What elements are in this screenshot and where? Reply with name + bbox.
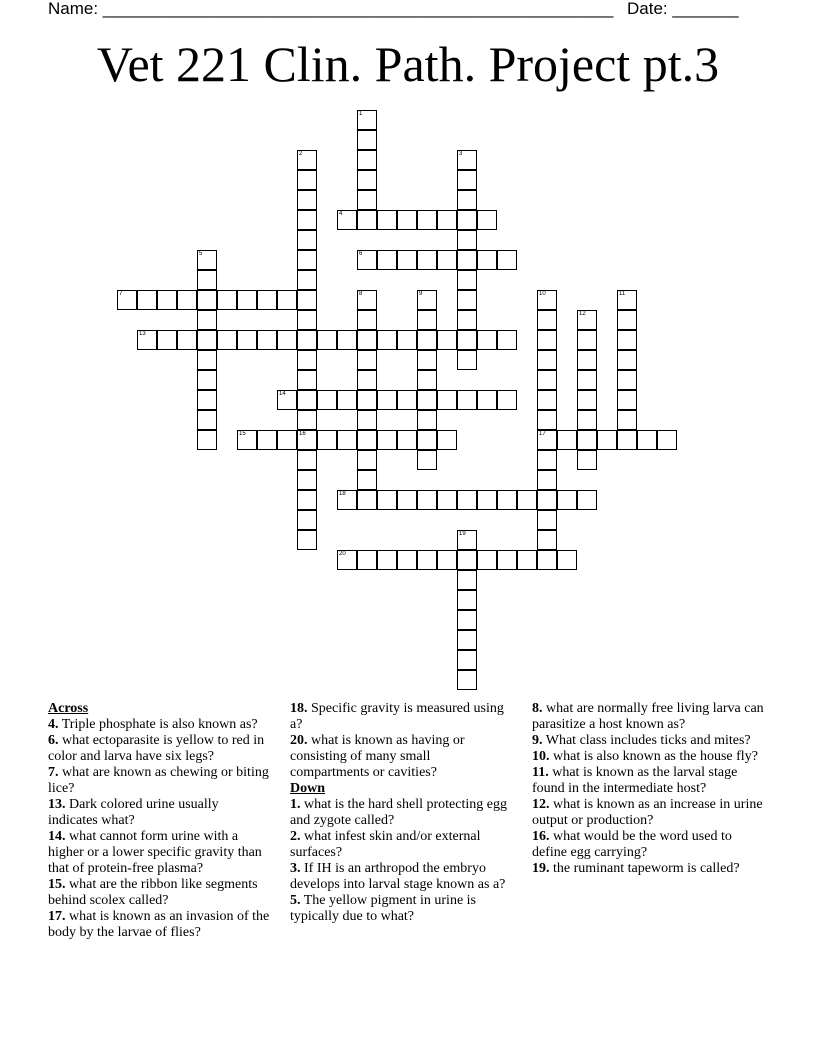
crossword-cell[interactable] xyxy=(377,430,397,450)
clue-item: 10. what is also known as the house fly? xyxy=(532,749,758,764)
crossword-cell[interactable] xyxy=(417,370,437,390)
crossword-cell[interactable] xyxy=(457,330,477,350)
crossword-cell[interactable] xyxy=(457,490,477,510)
crossword-cell[interactable] xyxy=(337,330,357,350)
crossword-cell[interactable] xyxy=(357,410,377,430)
crossword-cell[interactable] xyxy=(177,330,197,350)
crossword-cell[interactable] xyxy=(357,550,377,570)
crossword-cell[interactable] xyxy=(297,230,317,250)
clue-item: 4. Triple phosphate is also known as? xyxy=(48,717,258,732)
crossword-cell[interactable] xyxy=(237,330,257,350)
crossword-cell[interactable] xyxy=(577,330,597,350)
crossword-cell[interactable] xyxy=(297,370,317,390)
crossword-cell[interactable] xyxy=(477,550,497,570)
crossword-cell[interactable] xyxy=(497,490,517,510)
down-heading: Down xyxy=(290,781,326,796)
crossword-cell[interactable] xyxy=(297,150,317,170)
crossword-cell[interactable] xyxy=(357,430,377,450)
crossword-cell[interactable] xyxy=(617,370,637,390)
crossword-cell[interactable] xyxy=(457,310,477,330)
crossword-cell[interactable] xyxy=(477,490,497,510)
crossword-cell[interactable] xyxy=(577,390,597,410)
crossword-cell[interactable] xyxy=(357,350,377,370)
crossword-cell[interactable] xyxy=(297,170,317,190)
cell-number: 4 xyxy=(339,211,343,217)
crossword-cell[interactable] xyxy=(297,310,317,330)
crossword-cell[interactable] xyxy=(617,330,637,350)
crossword-cell[interactable] xyxy=(357,130,377,150)
crossword-cell[interactable] xyxy=(197,310,217,330)
crossword-cell[interactable] xyxy=(657,430,677,450)
crossword-cell[interactable] xyxy=(217,290,237,310)
crossword-cell[interactable] xyxy=(357,290,377,310)
clue-item: 13. Dark colored urine usually indicates what? xyxy=(48,797,219,828)
crossword-cell[interactable] xyxy=(437,330,457,350)
crossword-cell[interactable] xyxy=(297,350,317,370)
clue-item: 12. what is known as an increase in urine output or production? xyxy=(532,797,763,828)
crossword-cell[interactable] xyxy=(197,410,217,430)
crossword-cell[interactable] xyxy=(357,110,377,130)
crossword-cell[interactable] xyxy=(557,490,577,510)
crossword-cell[interactable] xyxy=(297,430,317,450)
crossword-cell[interactable] xyxy=(577,350,597,370)
crossword-cell[interactable] xyxy=(437,430,457,450)
crossword-cell[interactable] xyxy=(397,330,417,350)
cell-number: 9 xyxy=(419,291,423,297)
crossword-cell[interactable] xyxy=(197,270,217,290)
crossword-cell[interactable] xyxy=(137,290,157,310)
crossword-cell[interactable] xyxy=(457,190,477,210)
cell-number: 3 xyxy=(459,151,463,157)
crossword-cell[interactable] xyxy=(417,310,437,330)
crossword-cell[interactable] xyxy=(157,290,177,310)
crossword-cell[interactable] xyxy=(537,490,557,510)
crossword-cell[interactable] xyxy=(277,390,297,410)
crossword-cell[interactable] xyxy=(357,390,377,410)
crossword-cell[interactable] xyxy=(297,330,317,350)
crossword-cell[interactable] xyxy=(337,390,357,410)
crossword-cell[interactable] xyxy=(357,190,377,210)
clue-item: 18. Specific gravity is measured using a? xyxy=(290,701,504,732)
crossword-cell[interactable] xyxy=(537,510,557,530)
clue-item: 15. what are the ribbon like segments behind scolex called? xyxy=(48,877,258,908)
clue-item: 16. what would be the word used to define egg carrying? xyxy=(532,829,732,860)
clue-item: 14. what cannot form urine with a higher or a lower specific gravity than that of protein-free plasma? xyxy=(48,829,262,876)
crossword-cell[interactable] xyxy=(297,450,317,470)
crossword-cell[interactable] xyxy=(537,290,557,310)
crossword-cell[interactable] xyxy=(517,490,537,510)
crossword-cell[interactable] xyxy=(457,530,477,550)
crossword-cell[interactable] xyxy=(517,550,537,570)
crossword-cell[interactable] xyxy=(357,370,377,390)
crossword-cell[interactable] xyxy=(417,450,437,470)
crossword-cell[interactable] xyxy=(537,350,557,370)
crossword-cell[interactable] xyxy=(297,490,317,510)
crossword-cell[interactable] xyxy=(417,430,437,450)
crossword-cell[interactable] xyxy=(257,290,277,310)
crossword-cell[interactable] xyxy=(497,250,517,270)
crossword-cell[interactable] xyxy=(357,490,377,510)
crossword-cell[interactable] xyxy=(377,550,397,570)
crossword-cell[interactable] xyxy=(617,310,637,330)
crossword-cell[interactable] xyxy=(277,290,297,310)
name-field[interactable]: Name: ______________________________________________________ xyxy=(48,0,614,18)
crossword-cell[interactable] xyxy=(537,330,557,350)
clue-item: 9. What class includes ticks and mites? xyxy=(532,733,751,748)
clue-column-2 xyxy=(290,701,512,925)
crossword-cell[interactable] xyxy=(337,430,357,450)
crossword-cell[interactable] xyxy=(197,430,217,450)
crossword-cell[interactable] xyxy=(577,370,597,390)
crossword-cell[interactable] xyxy=(457,630,477,650)
crossword-cell[interactable] xyxy=(457,350,477,370)
crossword-cell[interactable] xyxy=(377,390,397,410)
crossword-cell[interactable] xyxy=(197,290,217,310)
cell-number: 11 xyxy=(619,291,626,297)
crossword-cell[interactable] xyxy=(297,390,317,410)
crossword-cell[interactable] xyxy=(417,290,437,310)
crossword-cell[interactable] xyxy=(457,250,477,270)
cell-number: 14 xyxy=(279,391,286,397)
crossword-cell[interactable] xyxy=(477,390,497,410)
crossword-cell[interactable] xyxy=(377,250,397,270)
crossword-cell[interactable] xyxy=(157,330,177,350)
cell-number: 1 xyxy=(359,111,363,117)
crossword-cell[interactable] xyxy=(537,310,557,330)
crossword-cell[interactable] xyxy=(437,550,457,570)
cell-number: 12 xyxy=(579,311,586,317)
crossword-cell[interactable] xyxy=(277,330,297,350)
clue-item: 6. what ectoparasite is yellow to red in color and larva have six legs? xyxy=(48,733,265,764)
crossword-cell[interactable] xyxy=(617,290,637,310)
crossword-cell[interactable] xyxy=(417,250,437,270)
crossword-cell[interactable] xyxy=(397,490,417,510)
clue-column-3 xyxy=(532,701,768,877)
crossword-cell[interactable] xyxy=(457,650,477,670)
crossword-cell[interactable] xyxy=(317,430,337,450)
cell-number: 15 xyxy=(239,431,246,437)
crossword-cell[interactable] xyxy=(477,210,497,230)
crossword-cell[interactable] xyxy=(477,330,497,350)
crossword-cell[interactable] xyxy=(417,490,437,510)
crossword-cell[interactable] xyxy=(297,290,317,310)
crossword-cell[interactable] xyxy=(377,330,397,350)
crossword-cell[interactable] xyxy=(437,250,457,270)
cell-number: 8 xyxy=(359,291,363,297)
crossword-cell[interactable] xyxy=(457,230,477,250)
crossword-cell[interactable] xyxy=(397,430,417,450)
crossword-cell[interactable] xyxy=(297,470,317,490)
crossword-cell[interactable] xyxy=(537,410,557,430)
crossword-cell[interactable] xyxy=(577,310,597,330)
across-heading: Across xyxy=(48,701,89,716)
crossword-cell[interactable] xyxy=(397,390,417,410)
clue-item: 17. what is known as an invasion of the body by the larvae of flies? xyxy=(48,909,270,940)
crossword-cell[interactable] xyxy=(317,330,337,350)
crossword-cell[interactable] xyxy=(497,390,517,410)
cell-number: 19 xyxy=(459,531,466,537)
crossword-cell[interactable] xyxy=(197,330,217,350)
crossword-cell[interactable] xyxy=(357,150,377,170)
crossword-cell[interactable] xyxy=(557,430,577,450)
crossword-cell[interactable] xyxy=(377,210,397,230)
crossword-cell[interactable] xyxy=(537,530,557,550)
clue-item: 19. the ruminant tapeworm is called? xyxy=(532,861,740,876)
clue-item: 2. what infest skin and/or external surfaces? xyxy=(290,829,481,860)
crossword-cell[interactable] xyxy=(277,430,297,450)
clue-item: 11. what is known as the larval stage found in the intermediate host? xyxy=(532,765,738,796)
crossword-cell[interactable] xyxy=(257,430,277,450)
crossword-cell[interactable] xyxy=(577,490,597,510)
cell-number: 13 xyxy=(139,331,146,337)
crossword-cell[interactable] xyxy=(137,330,157,350)
crossword-cell[interactable] xyxy=(417,410,437,430)
clue-column-1 xyxy=(48,701,270,941)
crossword-cell[interactable] xyxy=(357,210,377,230)
crossword-cell[interactable] xyxy=(617,390,637,410)
cell-number: 20 xyxy=(339,551,346,557)
crossword-cell[interactable] xyxy=(197,390,217,410)
crossword-cell[interactable] xyxy=(537,450,557,470)
cell-number: 16 xyxy=(299,431,306,437)
clue-item: 1. what is the hard shell protecting egg and zygote called? xyxy=(290,797,507,828)
crossword-cell[interactable] xyxy=(597,430,617,450)
crossword-cell[interactable] xyxy=(537,430,557,450)
crossword-cell[interactable] xyxy=(417,330,437,350)
crossword-cell[interactable] xyxy=(357,250,377,270)
crossword-cell[interactable] xyxy=(117,290,137,310)
crossword-cell[interactable] xyxy=(537,390,557,410)
crossword-cell[interactable] xyxy=(217,330,237,350)
cell-number: 7 xyxy=(119,291,123,297)
cell-number: 17 xyxy=(539,431,546,437)
crossword-cell[interactable] xyxy=(197,250,217,270)
crossword-cell[interactable] xyxy=(457,150,477,170)
crossword-cell[interactable] xyxy=(317,390,337,410)
crossword-cell[interactable] xyxy=(237,290,257,310)
crossword-cell[interactable] xyxy=(537,370,557,390)
crossword-cell[interactable] xyxy=(437,390,457,410)
crossword-cell[interactable] xyxy=(457,210,477,230)
crossword-cell[interactable] xyxy=(457,170,477,190)
clue-item: 7. what are known as chewing or biting lice? xyxy=(48,765,269,796)
date-field[interactable]: Date: _______ xyxy=(627,0,739,18)
crossword-cell[interactable] xyxy=(577,430,597,450)
crossword-cell[interactable] xyxy=(577,410,597,430)
cell-number: 10 xyxy=(539,291,546,297)
crossword-cell[interactable] xyxy=(557,550,577,570)
clue-item: 8. what are normally free living larva can parasitize a host known as? xyxy=(532,701,764,732)
crossword-cell[interactable] xyxy=(457,290,477,310)
crossword-cell[interactable] xyxy=(357,310,377,330)
crossword-cell[interactable] xyxy=(437,490,457,510)
crossword-cell[interactable] xyxy=(297,530,317,550)
crossword-cell[interactable] xyxy=(337,210,357,230)
crossword-cell[interactable] xyxy=(297,270,317,290)
crossword-cell[interactable] xyxy=(457,610,477,630)
crossword-cell[interactable] xyxy=(397,550,417,570)
crossword-cell[interactable] xyxy=(497,550,517,570)
crossword-cell[interactable] xyxy=(477,250,497,270)
crossword-cell[interactable] xyxy=(457,570,477,590)
crossword-cell[interactable] xyxy=(617,350,637,370)
clue-item: 3. If IH is an arthropod the embryo develops into larval stage known as a? xyxy=(290,861,506,892)
crossword-cell[interactable] xyxy=(257,330,277,350)
crossword-cell[interactable] xyxy=(197,370,217,390)
crossword-cell[interactable] xyxy=(457,670,477,690)
crossword-cell[interactable] xyxy=(297,410,317,430)
crossword-cell[interactable] xyxy=(237,430,257,450)
crossword-cell[interactable] xyxy=(297,190,317,210)
page-title: Vet 221 Clin. Path. Project pt.3 xyxy=(96,36,720,92)
crossword-cell[interactable] xyxy=(417,350,437,370)
crossword-cell[interactable] xyxy=(397,250,417,270)
crossword-cell[interactable] xyxy=(637,430,657,450)
crossword-cell[interactable] xyxy=(537,470,557,490)
crossword-cell[interactable] xyxy=(357,170,377,190)
crossword-cell[interactable] xyxy=(437,210,457,230)
cell-number: 6 xyxy=(359,251,363,257)
crossword-cell[interactable] xyxy=(297,210,317,230)
clue-item: 20. what is known as having or consisting of many small compartments or cavities? xyxy=(290,733,465,780)
crossword-cell[interactable] xyxy=(417,390,437,410)
crossword-cell[interactable] xyxy=(297,250,317,270)
crossword-cell[interactable] xyxy=(457,550,477,570)
cell-number: 18 xyxy=(339,491,346,497)
crossword-cell[interactable] xyxy=(357,330,377,350)
crossword-cell[interactable] xyxy=(337,550,357,570)
crossword-cell[interactable] xyxy=(197,350,217,370)
crossword-cell[interactable] xyxy=(397,210,417,230)
crossword-cell[interactable] xyxy=(497,330,517,350)
crossword-cell[interactable] xyxy=(337,490,357,510)
crossword-cell[interactable] xyxy=(457,590,477,610)
crossword-cell[interactable] xyxy=(297,510,317,530)
crossword-cell[interactable] xyxy=(177,290,197,310)
cell-number: 5 xyxy=(199,251,203,257)
crossword-cell[interactable] xyxy=(457,270,477,290)
crossword-cell[interactable] xyxy=(617,410,637,430)
crossword-cell[interactable] xyxy=(577,450,597,470)
crossword-cell[interactable] xyxy=(617,430,637,450)
crossword-cell[interactable] xyxy=(357,470,377,490)
crossword-cell[interactable] xyxy=(417,210,437,230)
crossword-cell[interactable] xyxy=(537,550,557,570)
clue-item: 5. The yellow pigment in urine is typically due to what? xyxy=(290,893,476,924)
crossword-cell[interactable] xyxy=(417,550,437,570)
cell-number: 2 xyxy=(299,151,303,157)
crossword-cell[interactable] xyxy=(377,490,397,510)
crossword-cell[interactable] xyxy=(457,390,477,410)
crossword-cell[interactable] xyxy=(357,450,377,470)
